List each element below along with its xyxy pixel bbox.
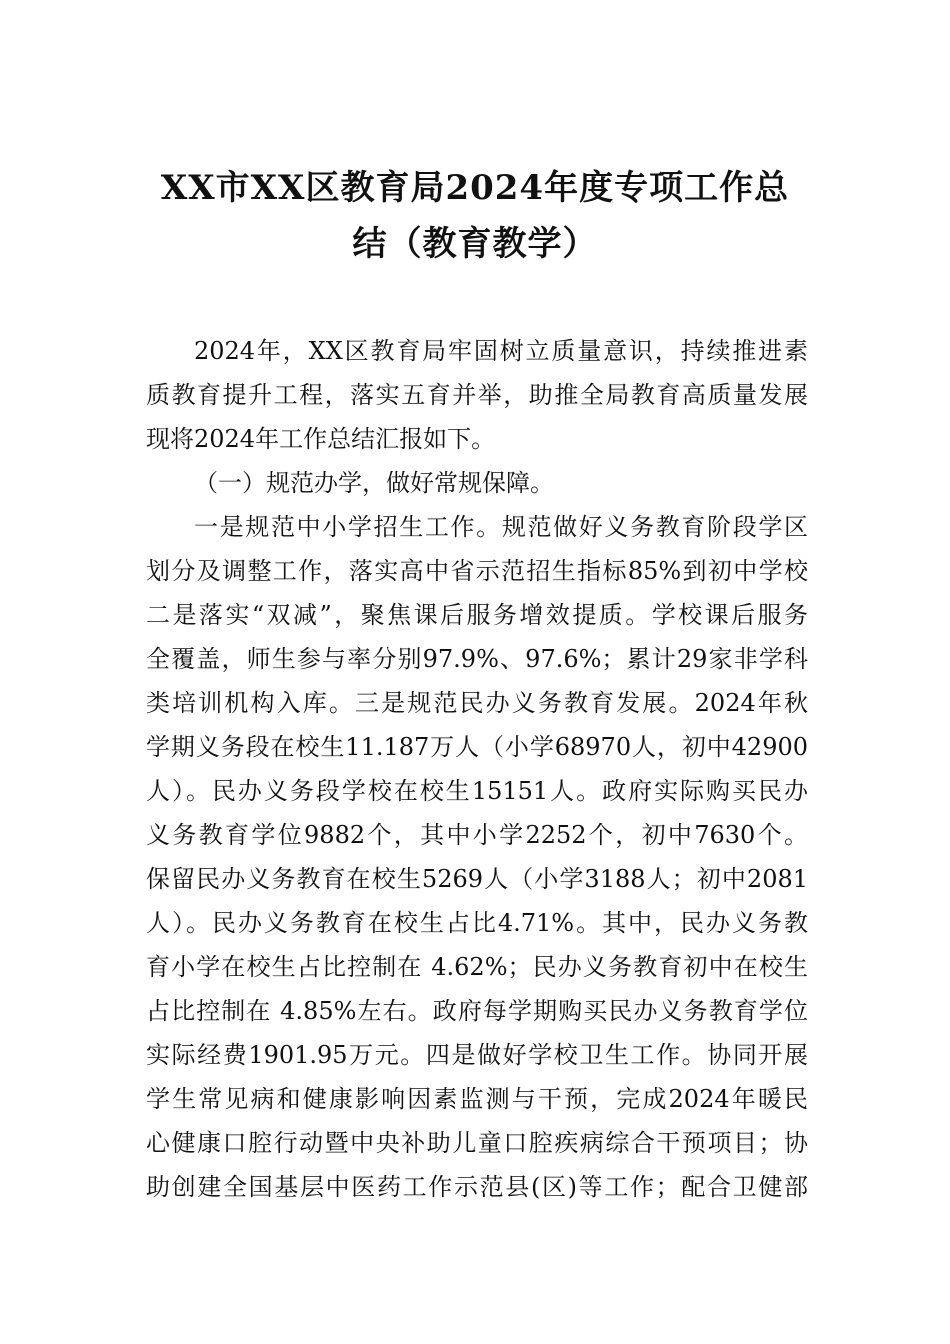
text-line: 占比控制在 4.85%左右。政府每学期购买民办义务教育学位 (146, 997, 808, 1025)
title-line-1: XX市XX区教育局2024年度专项工作总 (160, 168, 790, 208)
text-line: 全覆盖，师生参与率分别97.9%、97.6%；累计29家非学科 (146, 645, 808, 673)
intro-paragraph (146, 329, 808, 461)
text-line: 助创建全国基层中医药工作示范县(区)等工作；配合卫健部 (146, 1173, 808, 1201)
text-line: 保留民办义务教育在校生5269人（小学3188人；初中2081 (146, 865, 808, 893)
text-line: 质教育提升工程，落实五育并举，助推全局教育高质量发展 (146, 381, 808, 409)
section-heading (146, 461, 808, 505)
text-line: 人）。民办义务段学校在校生15151人。政府实际购买民办 (146, 777, 808, 805)
text-line: 学生常见病和健康影响因素监测与干预，完成2024年暖民 (146, 1085, 808, 1113)
text-line: 育小学在校生占比控制在 4.62%；民办义务教育初中在校生 (146, 953, 808, 981)
text-line: 学期义务段在校生11.187万人（小学68970人，初中42900 (146, 733, 808, 761)
text-line: 义务教育学位9882个，其中小学2252个，初中7630个。 (146, 821, 808, 849)
text-line: 2024年，XX区教育局牢固树立质量意识，持续推进素 (194, 337, 808, 365)
text-line: 一是规范中小学招生工作。规范做好义务教育阶段学区 (194, 513, 808, 541)
section-heading-text: （一）规范办学，做好常规保障。 (194, 469, 554, 497)
document-body (146, 329, 808, 1209)
text-line: 划分及调整工作，落实高中省示范招生指标85%到初中学校 (146, 557, 808, 585)
text-line: 现将2024年工作总结汇报如下。 (146, 425, 496, 453)
text-line: 实际经费1901.95万元。四是做好学校卫生工作。协同开展 (146, 1041, 808, 1069)
text-line: 心健康口腔行动暨中央补助儿童口腔疾病综合干预项目；协 (146, 1129, 808, 1157)
text-line: 二是落实“双减”，聚焦课后服务增效提质。学校课后服务 (146, 601, 808, 629)
text-line: 类培训机构入库。三是规范民办义务教育发展。2024年秋 (146, 689, 808, 717)
text-line: 人）。民办义务教育在校生占比4.71%。其中，民办义务教 (146, 909, 808, 937)
document-title (140, 160, 810, 272)
title-line-2: 结（教育教学） (352, 224, 598, 264)
body-paragraph (146, 505, 808, 1209)
